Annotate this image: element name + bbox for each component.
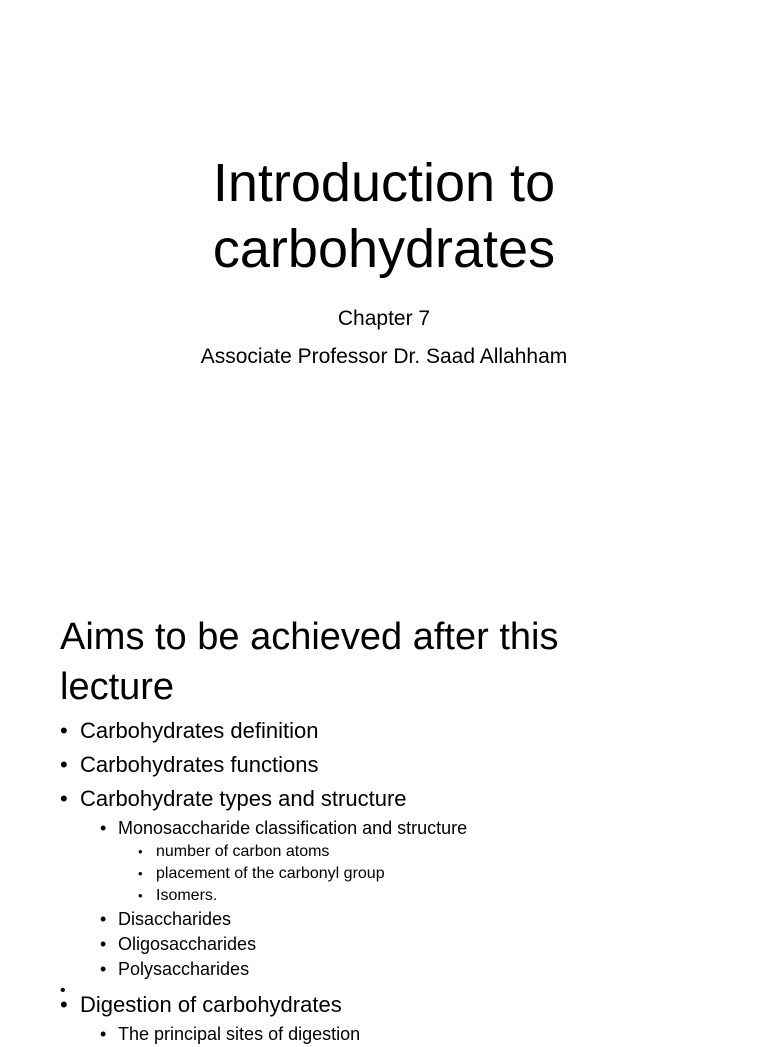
bullet-item: • Carbohydrate types and structure: [60, 782, 760, 816]
sub-bullet-item: • Disaccharides: [60, 907, 760, 932]
sub-bullet-item: • Polysaccharides: [60, 957, 760, 982]
slide-title-line-2: carbohydrates: [212, 219, 556, 279]
sub-sub-bullet-item: • placement of the carbonyl group: [60, 863, 760, 885]
aims-bullet-list: [60, 714, 760, 1047]
author-label: Associate Professor Dr. Saad Allahham: [200, 345, 568, 368]
aims-heading-line-2: lecture: [60, 666, 175, 708]
sub-sub-bullet-item: • number of carbon atoms: [60, 841, 760, 863]
bullet-item: • Digestion of carbohydrates: [60, 988, 760, 1022]
bullet-item: • Carbohydrates definition: [60, 714, 760, 748]
aims-heading-line-1: Aims to be achieved after this: [60, 616, 559, 658]
slide-title: [0, 150, 768, 282]
sub-bullet-item: • Monosaccharide classification and structure: [60, 816, 760, 841]
bullet-item: • Carbohydrates functions: [60, 748, 760, 782]
chapter-label: Chapter 7: [337, 307, 431, 330]
aims-slide: [0, 576, 768, 1044]
sub-sub-bullet-item: • Isomers.: [60, 885, 760, 907]
slide-title-line-1: Introduction to: [212, 153, 556, 213]
aims-heading: [60, 612, 750, 712]
sub-bullet-item: • The principal sites of digestion: [60, 1022, 760, 1047]
sub-bullet-item: • Oligosaccharides: [60, 932, 760, 957]
